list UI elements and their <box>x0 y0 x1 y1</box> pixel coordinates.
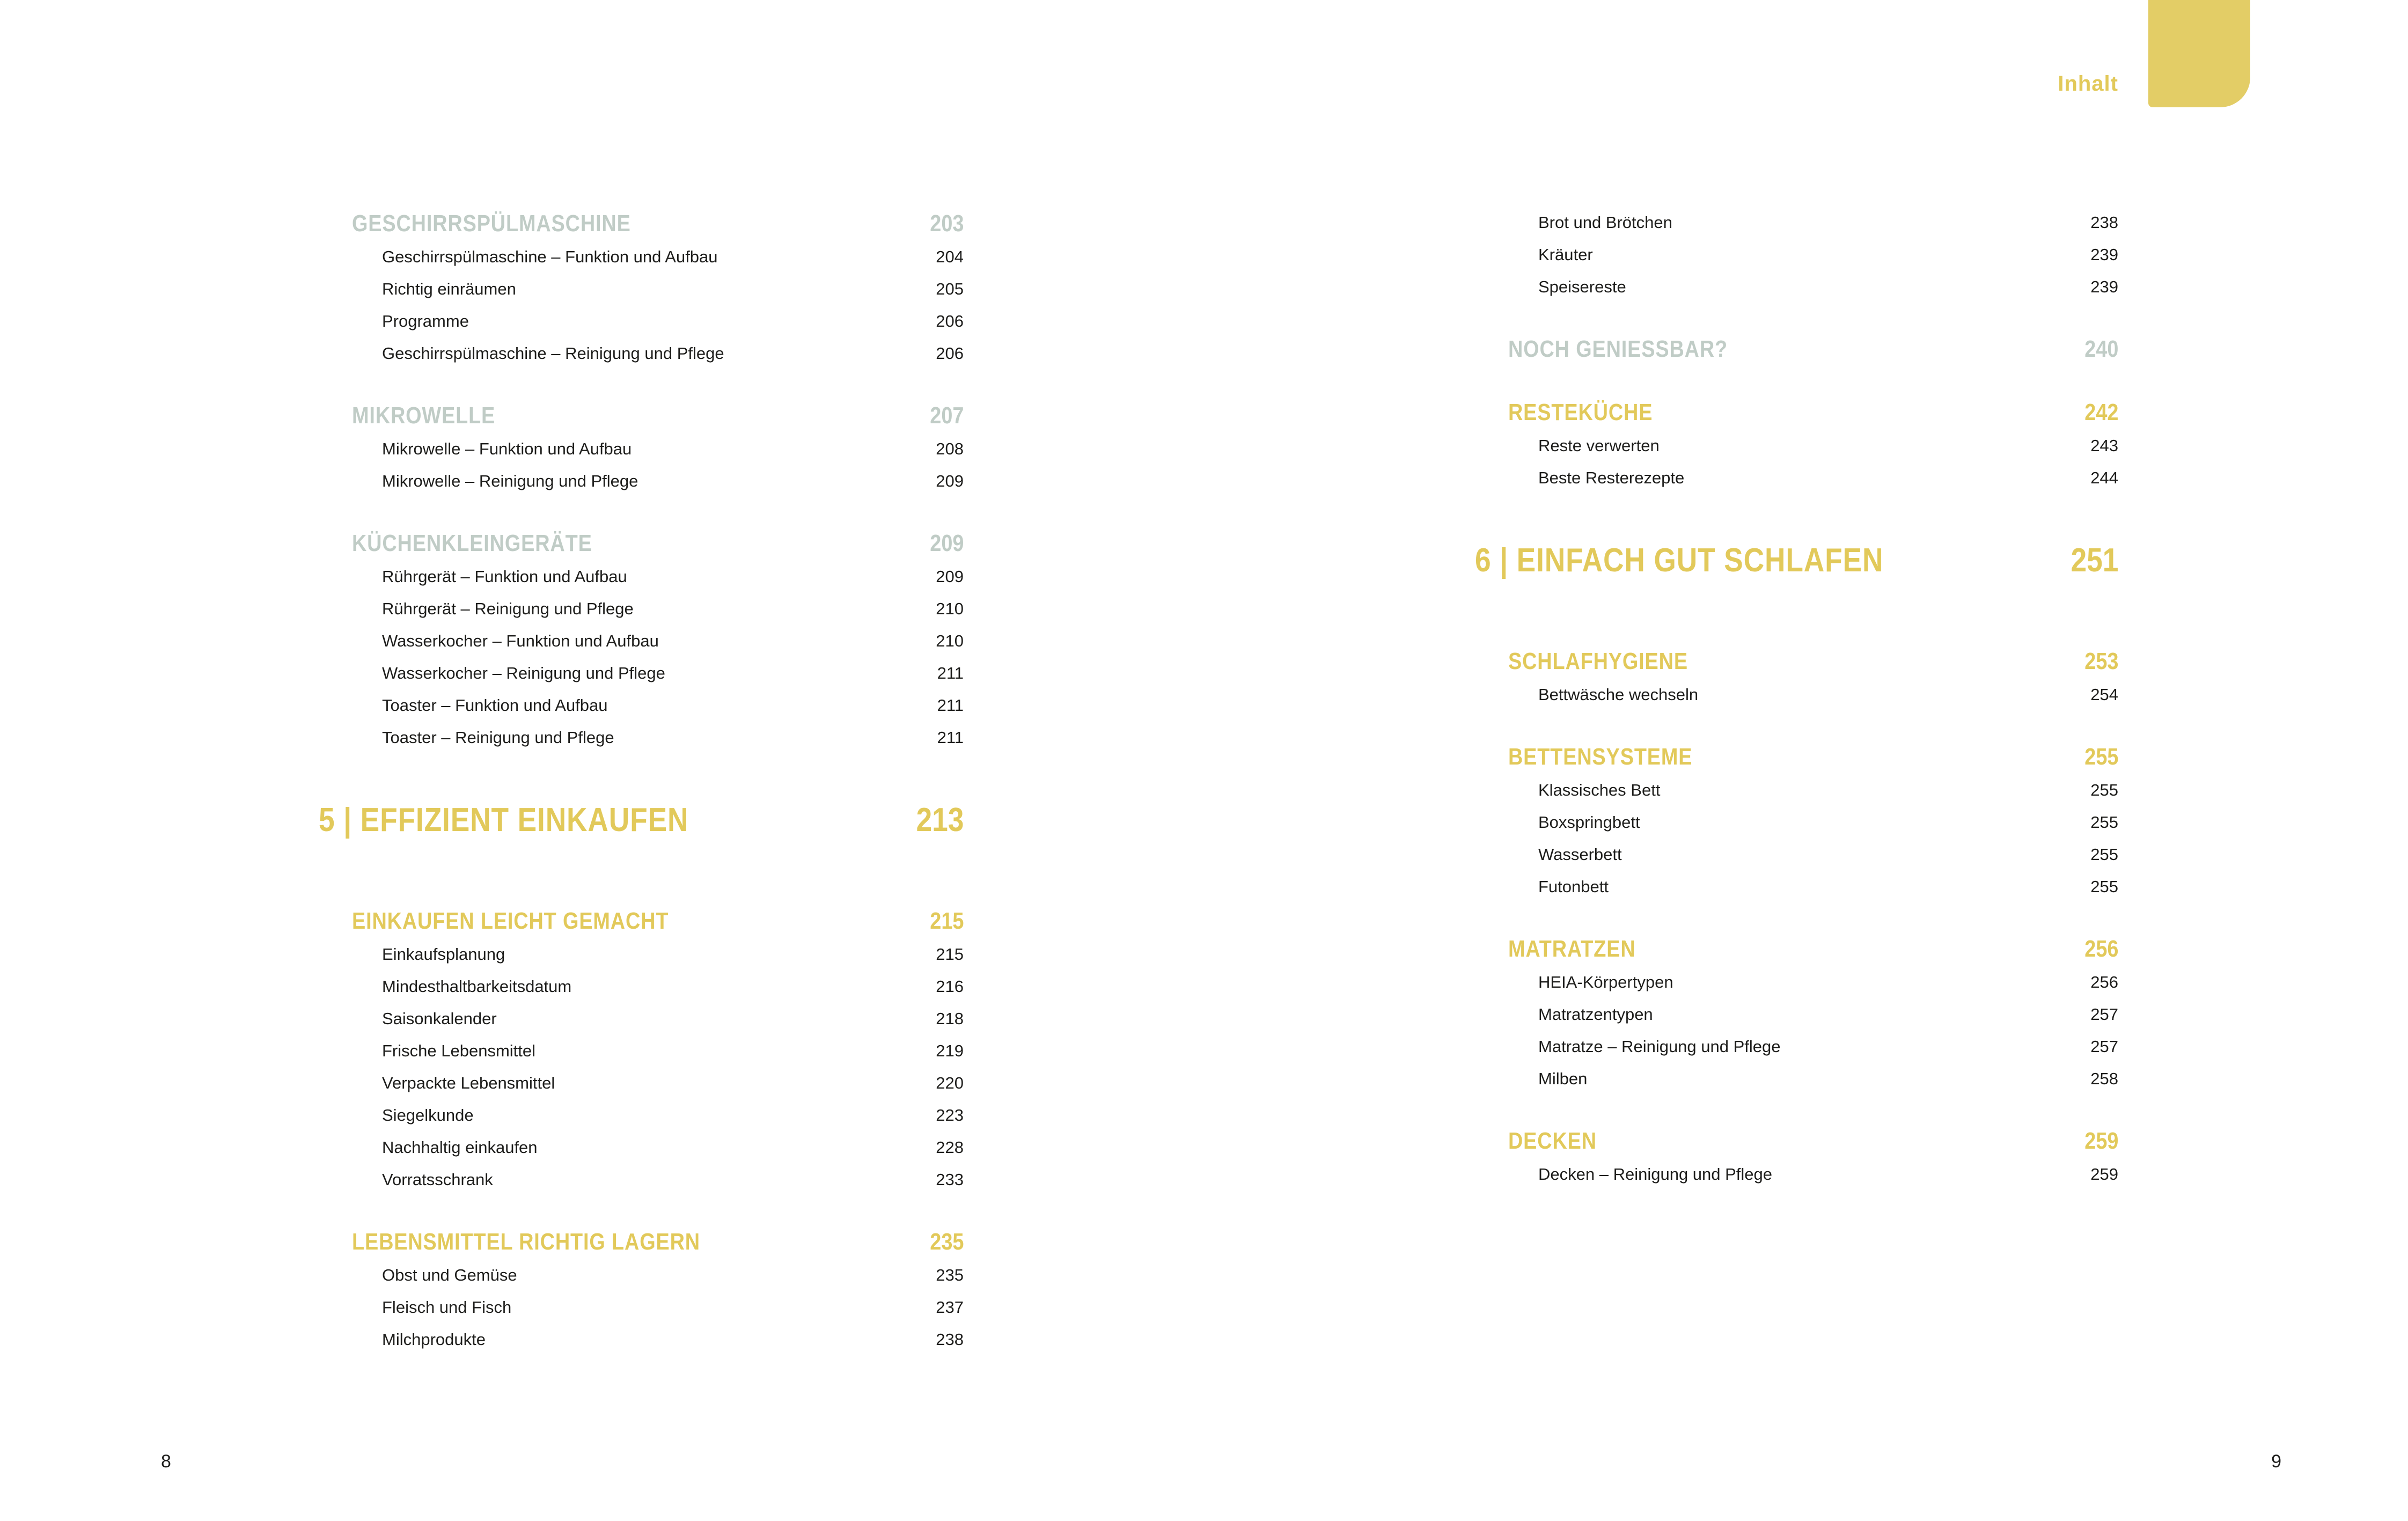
toc-column-left <box>319 207 964 1356</box>
entry-page-number: 210 <box>936 631 964 650</box>
toc-entry <box>352 1291 964 1324</box>
entry-page-number: 238 <box>2090 213 2118 232</box>
section-title: BETTENSYSTEME <box>1508 744 1693 770</box>
entry-page-number: 205 <box>936 280 964 298</box>
entry-title: Brot und Brötchen <box>1538 213 1672 232</box>
toc-entry <box>352 689 964 722</box>
section-title: EINKAUFEN LEICHT GEMACHT <box>352 908 669 934</box>
toc-entry <box>352 625 964 657</box>
section-title: MATRATZEN <box>1508 936 1636 962</box>
entry-page-number: 233 <box>936 1170 964 1189</box>
section-page-number: 207 <box>929 402 964 429</box>
entry-page-number: 244 <box>2090 468 2118 487</box>
toc-entry <box>352 722 964 754</box>
toc-entry <box>352 1099 964 1131</box>
toc-section-heading <box>352 207 964 241</box>
entry-page-number: 215 <box>936 945 964 964</box>
entry-page-number: 211 <box>937 696 964 715</box>
entry-title: Reste verwerten <box>1538 436 1660 455</box>
toc-entry <box>1508 679 2118 711</box>
entry-title: Bettwäsche wechseln <box>1538 685 1699 704</box>
toc-section-heading <box>352 526 964 561</box>
entry-title: Milchprodukte <box>382 1330 486 1349</box>
toc-entry <box>352 971 964 1003</box>
toc-entry <box>1508 271 2118 303</box>
toc-section-heading <box>352 1225 964 1259</box>
entry-page-number: 208 <box>936 439 964 458</box>
entry-title: Speisereste <box>1538 277 1626 296</box>
toc-section-heading <box>352 904 964 938</box>
entry-page-number: 239 <box>2090 245 2118 264</box>
section-page-number: 235 <box>929 1229 964 1255</box>
entry-title: Siegelkunde <box>382 1106 474 1125</box>
entry-title: Toaster – Reinigung und Pflege <box>382 728 614 747</box>
entry-title: Obst und Gemüse <box>382 1266 517 1284</box>
entry-page-number: 256 <box>2090 973 2118 991</box>
entry-page-number: 239 <box>2090 277 2118 296</box>
entry-title: Milben <box>1538 1069 1588 1088</box>
toc-entry <box>1508 207 2118 239</box>
toc-entry <box>352 938 964 971</box>
entry-title: Rührgerät – Funktion und Aufbau <box>382 567 627 586</box>
entry-title: Kräuter <box>1538 245 1593 264</box>
entry-title: HEIA-Körpertypen <box>1538 973 1673 991</box>
toc-section-heading <box>1508 932 2118 966</box>
entry-page-number: 243 <box>2090 436 2118 455</box>
toc-section-heading <box>352 399 964 433</box>
toc-entry <box>352 1131 964 1164</box>
toc-entry <box>352 241 964 273</box>
toc-entry <box>1508 1158 2118 1191</box>
entry-page-number: 258 <box>2090 1069 2118 1088</box>
toc-entry <box>1508 774 2118 806</box>
toc-entry <box>352 1324 964 1356</box>
entry-title: Saisonkalender <box>382 1009 497 1028</box>
section-page-number: 256 <box>2084 936 2118 962</box>
toc-entry <box>352 337 964 370</box>
toc-entry <box>352 433 964 465</box>
section-page-number: 215 <box>929 908 964 934</box>
chapter-page-number: 251 <box>2071 542 2118 579</box>
entry-page-number: 223 <box>936 1106 964 1125</box>
entry-title: Vorratsschrank <box>382 1170 493 1189</box>
toc-entry <box>352 1164 964 1196</box>
entry-page-number: 219 <box>936 1041 964 1060</box>
entry-title: Wasserkocher – Reinigung und Pflege <box>382 664 665 682</box>
section-title: MIKROWELLE <box>352 402 496 429</box>
chapter-page-number: 213 <box>916 802 964 839</box>
toc-entry <box>352 273 964 305</box>
entry-page-number: 204 <box>936 247 964 266</box>
entry-page-number: 237 <box>936 1298 964 1317</box>
section-page-number: 203 <box>929 210 964 237</box>
entry-title: Beste Resterezepte <box>1538 468 1685 487</box>
section-title: SCHLAFHYGIENE <box>1508 648 1688 674</box>
section-page-number: 255 <box>2084 744 2118 770</box>
toc-entry <box>352 657 964 689</box>
toc-entry <box>352 305 964 337</box>
entry-title: Geschirrspülmaschine – Funktion und Aufbau <box>382 247 718 266</box>
toc-section-heading <box>1508 644 2118 679</box>
entry-title: Programme <box>382 312 469 330</box>
entry-page-number: 218 <box>936 1009 964 1028</box>
toc-entry <box>1508 839 2118 871</box>
entry-page-number: 210 <box>936 599 964 618</box>
toc-entry <box>1508 430 2118 462</box>
entry-page-number: 255 <box>2090 877 2118 896</box>
section-title: KÜCHENKLEINGERÄTE <box>352 530 592 556</box>
entry-title: Futonbett <box>1538 877 1609 896</box>
entry-page-number: 257 <box>2090 1005 2118 1024</box>
entry-page-number: 216 <box>936 977 964 996</box>
entry-title: Decken – Reinigung und Pflege <box>1538 1165 1773 1184</box>
section-page-number: 242 <box>2084 399 2118 425</box>
entry-page-number: 206 <box>936 312 964 330</box>
toc-section-heading <box>1508 1124 2118 1158</box>
toc-entry <box>352 561 964 593</box>
entry-page-number: 209 <box>936 472 964 490</box>
entry-page-number: 220 <box>936 1074 964 1092</box>
entry-title: Wasserkocher – Funktion und Aufbau <box>382 631 659 650</box>
entry-title: Frische Lebensmittel <box>382 1041 536 1060</box>
section-title: GESCHIRRSPÜLMASCHINE <box>352 210 631 237</box>
toc-entry <box>352 465 964 497</box>
toc-section-heading <box>1508 740 2118 774</box>
entry-title: Toaster – Funktion und Aufbau <box>382 696 608 715</box>
toc-chapter <box>319 801 964 840</box>
entry-page-number: 211 <box>937 664 964 682</box>
entry-title: Boxspringbett <box>1538 813 1640 832</box>
section-title: DECKEN <box>1508 1128 1597 1154</box>
page-number-right: 9 <box>2271 1451 2281 1472</box>
section-title: NOCH GENIESSBAR? <box>1508 336 1728 362</box>
entry-title: Matratzentypen <box>1538 1005 1653 1024</box>
entry-page-number: 238 <box>936 1330 964 1349</box>
entry-page-number: 209 <box>936 567 964 586</box>
toc-entry <box>1508 462 2118 494</box>
entry-title: Mindesthaltbarkeitsdatum <box>382 977 572 996</box>
entry-page-number: 255 <box>2090 781 2118 799</box>
chapter-title: 5 | EFFIZIENT EINKAUFEN <box>319 802 689 839</box>
toc-entry <box>1508 1031 2118 1063</box>
toc-entry <box>1508 871 2118 903</box>
entry-title: Klassisches Bett <box>1538 781 1661 799</box>
toc-entry <box>1508 966 2118 998</box>
entry-page-number: 254 <box>2090 685 2118 704</box>
entry-title: Rührgerät – Reinigung und Pflege <box>382 599 634 618</box>
page-header-label: Inhalt <box>2058 72 2118 95</box>
toc-chapter <box>1475 541 2118 580</box>
entry-title: Richtig einräumen <box>382 280 516 298</box>
entry-page-number: 235 <box>936 1266 964 1284</box>
toc-entry <box>352 1259 964 1291</box>
entry-title: Einkaufsplanung <box>382 945 505 964</box>
section-page-number: 253 <box>2084 648 2118 674</box>
entry-page-number: 257 <box>2090 1037 2118 1056</box>
section-page-number: 259 <box>2084 1128 2118 1154</box>
entry-title: Mikrowelle – Funktion und Aufbau <box>382 439 632 458</box>
entry-page-number: 228 <box>936 1138 964 1157</box>
toc-entry <box>352 1003 964 1035</box>
page-number-left: 8 <box>161 1451 171 1472</box>
chapter-title: 6 | EINFACH GUT SCHLAFEN <box>1475 542 1884 579</box>
toc-section-heading <box>1508 395 2118 430</box>
entry-page-number: 259 <box>2090 1165 2118 1184</box>
toc-entry <box>352 1035 964 1067</box>
entry-page-number: 255 <box>2090 845 2118 864</box>
entry-title: Matratze – Reinigung und Pflege <box>1538 1037 1781 1056</box>
toc-column-right <box>1475 207 2118 1191</box>
toc-entry <box>1508 806 2118 839</box>
section-page-number: 240 <box>2084 336 2118 362</box>
toc-entry <box>1508 239 2118 271</box>
section-title: RESTEKÜCHE <box>1508 399 1653 425</box>
toc-entry <box>1508 998 2118 1031</box>
entry-title: Wasserbett <box>1538 845 1622 864</box>
entry-page-number: 211 <box>937 728 964 747</box>
entry-title: Fleisch und Fisch <box>382 1298 512 1317</box>
entry-page-number: 206 <box>936 344 964 363</box>
toc-section-heading <box>1508 332 2118 366</box>
chapter-tab-marker <box>2148 0 2250 107</box>
toc-entry <box>352 1067 964 1099</box>
entry-title: Mikrowelle – Reinigung und Pflege <box>382 472 638 490</box>
entry-page-number: 255 <box>2090 813 2118 832</box>
section-title: LEBENSMITTEL RICHTIG LAGERN <box>352 1229 700 1255</box>
section-page-number: 209 <box>929 530 964 556</box>
toc-entry <box>352 593 964 625</box>
entry-title: Nachhaltig einkaufen <box>382 1138 538 1157</box>
entry-title: Verpackte Lebensmittel <box>382 1074 555 1092</box>
entry-title: Geschirrspülmaschine – Reinigung und Pflege <box>382 344 724 363</box>
toc-entry <box>1508 1063 2118 1095</box>
